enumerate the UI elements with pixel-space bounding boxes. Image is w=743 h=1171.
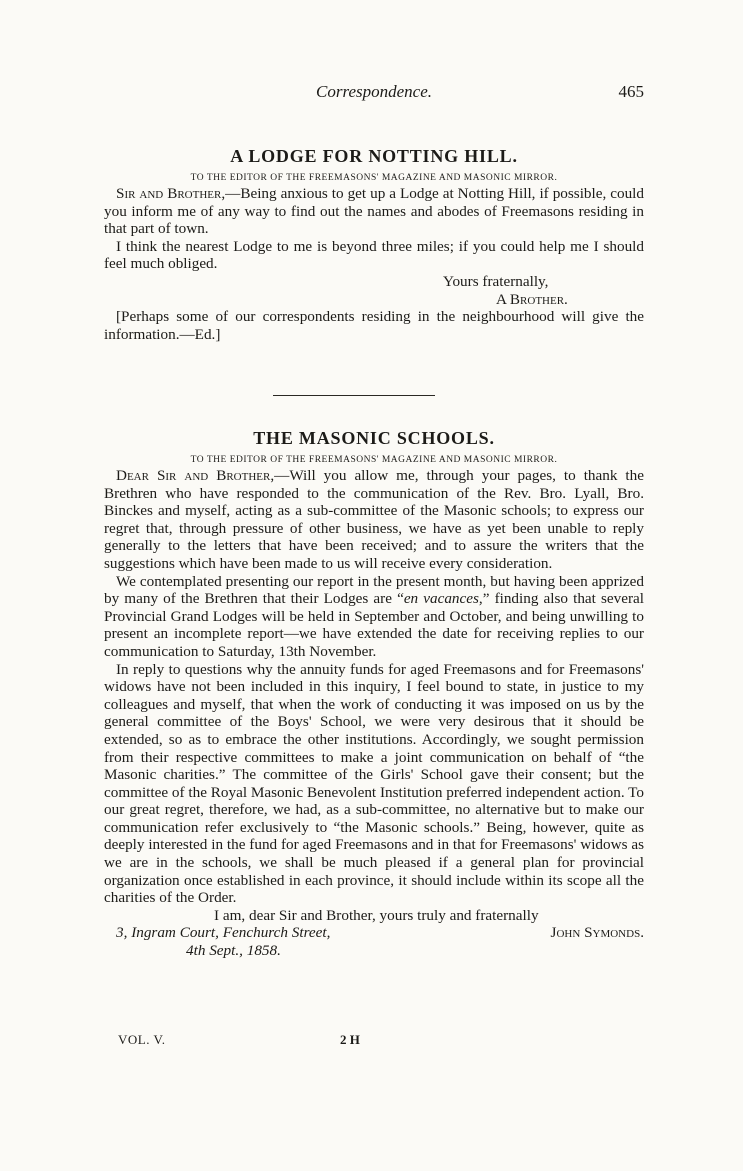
letter1-signoff bbox=[104, 273, 644, 308]
letter-notting-hill bbox=[104, 146, 644, 343]
letter2-to-editor: TO THE EDITOR OF THE FREEMASONS' MAGAZINE AND MASONIC MIRROR. bbox=[190, 455, 558, 465]
letter1-salutation: Sir and Brother, bbox=[116, 185, 226, 202]
letter2-address-line bbox=[104, 924, 644, 942]
letter1-para1: Sir and Brother,—Being anxious to get up a Lodge at Notting Hill, if possible, could you inform me of any way to find out the names and abodes of Freemasons residing in that part of town. bbox=[104, 185, 644, 238]
volume-label: VOL. V. bbox=[118, 1032, 166, 1047]
letter2-para3: In reply to questions why the annuity funds for aged Freemasons and for Freemasons' widows have not been included in this inquiry, I feel bound to state, in justice to my colleagues and myself, that when the work of conducting it was imposed on us by the general committee of the Boys' School, we were very desirous that it should be extended, so as to embrace the other institutions. Accordingly, we sought permission from their respective committees to make a joint communication on behalf of “the Masonic charities.” The committee of the Girls' School gave their consent; but the committee of the Royal Masonic Benevolent Institution preferred independent action. To our great regret, therefore, we had, as a sub-committee, no alternative but to make our communication refer exclusively to “the Masonic schools.” Being, however, quite as deeply interested in the fund for aged Freemasons and in that for Freemasons' widows as we are in the schools, we shall be much pleased if a general plan for provincial organization once established in each province, it should include within its scope all the charities of the Order. bbox=[104, 660, 644, 907]
running-title: Correspondence. bbox=[316, 82, 432, 101]
page-number: 465 bbox=[618, 82, 644, 101]
letter2-address: 3, Ingram Court, Fenchurch Street, bbox=[116, 924, 331, 942]
letter1-title: A LODGE FOR NOTTING HILL. bbox=[230, 146, 518, 166]
letter-masonic-schools bbox=[104, 428, 644, 960]
letter2-signature: John Symonds. bbox=[550, 924, 644, 942]
letter2-signoff bbox=[104, 907, 644, 960]
editor-note: [Perhaps some of our correspondents residing in the neighbourhood will give the information.—Ed.] bbox=[104, 308, 644, 343]
page-footer bbox=[104, 1032, 644, 1052]
letter2-para2: We contemplated presenting our report in the present month, but having been apprized by many of the Brethren that their Lodges are “en vacances,” finding also that several Provincial Grand Lodges will be held in September and October, and being unwilling to present an incomplete report—we have extended the date for receiving replies to our communication to Saturday, 13th November. bbox=[104, 572, 644, 660]
letter2-para1: Dear Sir and Brother,—Will you allow me, through your pages, to thank the Brethren who have responded to the communication of the Rev. Bro. Lyall, Bro. Binckes and myself, acting as a sub-committee of the Masonic schools; to express our regret that, through pressure of other business, we have as yet been unable to reply generally to the letters that have been received; and to assure the writers that the suggestions which have been made to us will receive every consideration. bbox=[104, 467, 644, 572]
letter1-signature: A Brother. bbox=[496, 290, 568, 308]
letter1-para2: I think the nearest Lodge to me is beyond three miles; if you could help me I should feel much obliged. bbox=[104, 237, 644, 273]
letter1-closing: Yours fraternally, bbox=[443, 272, 549, 290]
letter2-title: THE MASONIC SCHOOLS. bbox=[253, 428, 495, 448]
letter2-date: 4th Sept., 1858. bbox=[186, 942, 281, 960]
letter2-closing: I am, dear Sir and Brother, yours truly and fraternally bbox=[214, 906, 539, 924]
letter1-to-editor: TO THE EDITOR OF THE FREEMASONS' MAGAZINE AND MASONIC MIRROR. bbox=[190, 173, 558, 183]
letter2-salutation: Dear Sir and Brother, bbox=[116, 467, 275, 484]
section-divider bbox=[273, 395, 435, 396]
signature-mark: 2 H bbox=[340, 1032, 360, 1047]
running-head bbox=[104, 82, 644, 108]
